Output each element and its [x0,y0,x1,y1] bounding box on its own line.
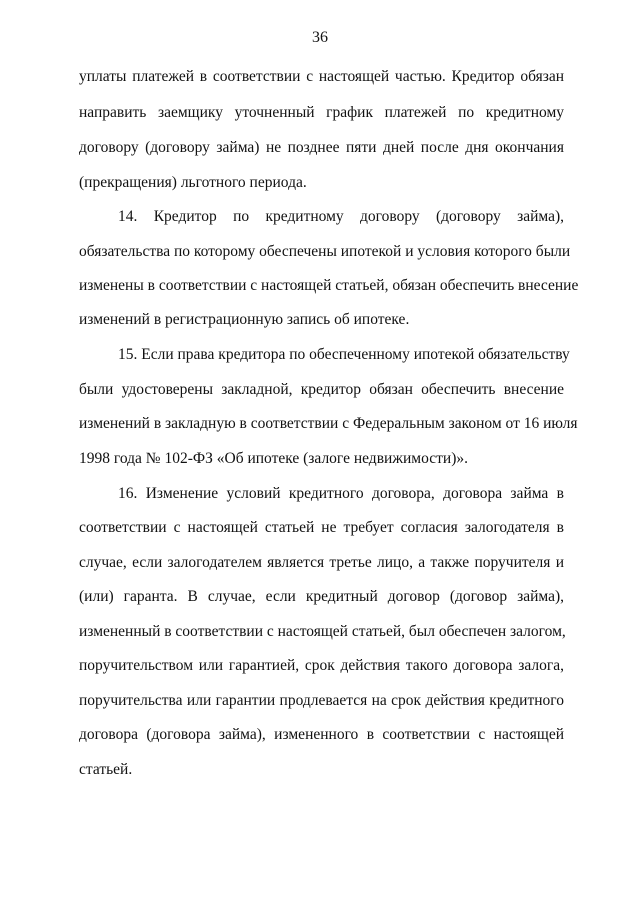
text-line: 14. Кредитор по кредитному договору (договору займа), [118,208,564,225]
page-number: 36 [312,29,328,46]
text-line: статьей. [79,761,133,778]
text-line: поручительством или гарантией, срок действия такого договора залога, [79,657,564,674]
text-line: (прекращения) льготного периода. [79,174,307,191]
text-line: договора (договора займа), измененного в соответствии с настоящей [79,726,564,743]
text-line: договору (договору займа) не позднее пяти дней после дня окончания [79,139,564,156]
text-line: 15. Если права кредитора по обеспеченному ипотекой обязательству [118,346,570,363]
text-line: были удостоверены закладной, кредитор обязан обеспечить внесение [79,381,564,398]
text-line: (или) гаранта. В случае, если кредитный договор (договор займа), [79,588,564,605]
text-line: обязательства по которому обеспечены ипотекой и условия которого были [79,243,571,260]
text-line: 16. Изменение условий кредитного договора, договора займа в [118,485,564,502]
text-line: случае, если залогодателем является третье лицо, а также поручителя и [79,554,564,571]
text-line: уплаты платежей в соответствии с настоящей частью. Кредитор обязан [79,68,564,85]
text-line: поручительства или гарантии продлевается на срок действия кредитного [79,692,564,709]
text-line: изменены в соответствии с настоящей статьей, обязан обеспечить внесение [79,277,579,294]
text-line: 1998 года № 102-ФЗ «Об ипотеке (залоге недвижимости)». [79,450,468,467]
text-line: изменений в закладную в соответствии с Федеральным законом от 16 июля [79,415,578,432]
text-line: направить заемщику уточненный график платежей по кредитному [79,104,564,121]
text-line: измененный в соответствии с настоящей статьей, был обеспечен залогом, [79,623,566,640]
text-line: изменений в регистрационную запись об ипотеке. [79,311,410,328]
text-line: соответствии с настоящей статьей не требует согласия залогодателя в [79,519,564,536]
